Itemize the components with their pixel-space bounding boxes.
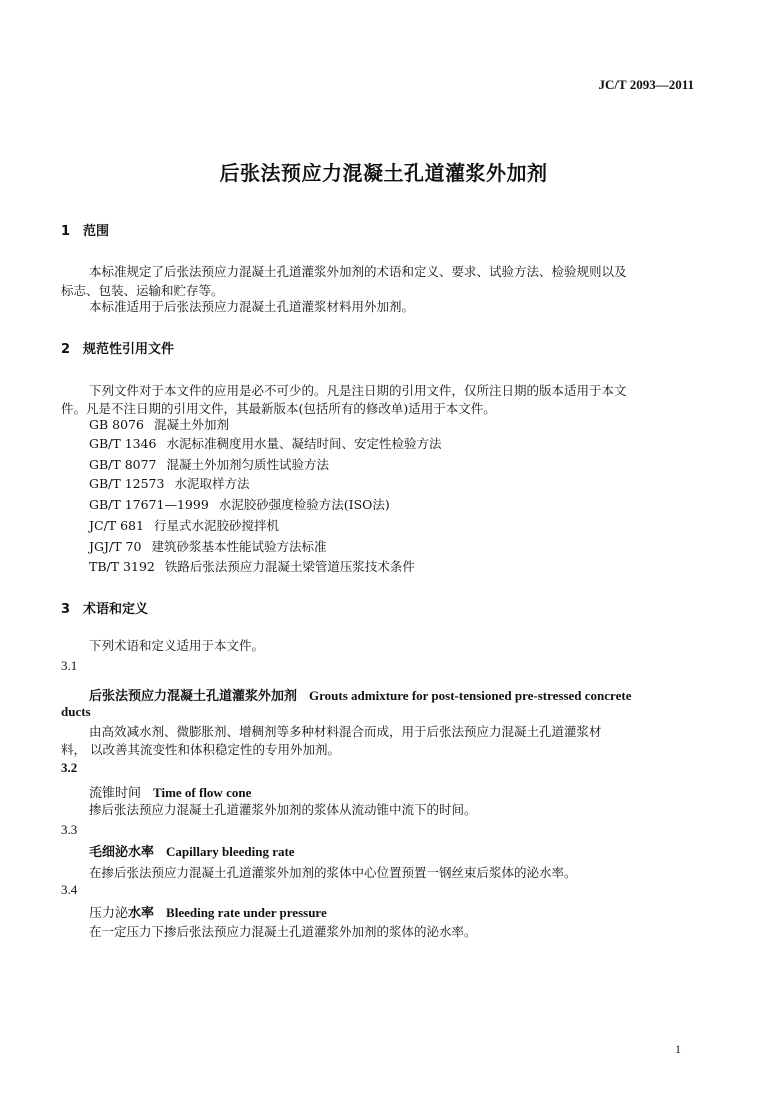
term-definition-line: 料， 以改善其流变性和体积稳定性的专用外加剂。 <box>61 742 340 757</box>
term-definition: 掺后张法预应力混凝土孔道灌浆外加剂的浆体从流动锥中流下的时间。 <box>89 802 477 817</box>
term-zh: 毛细泌水率 <box>89 845 155 860</box>
term-en: Bleeding rate under pressure <box>166 905 327 920</box>
reference-title: 行星式水泥胶砂搅拌机 <box>153 518 279 533</box>
references-intro-line: 件。凡是不注日期的引用文件，其最新版本(包括所有的修改单)适用于本文件。 <box>61 401 496 416</box>
clause-number: 3.4 <box>61 882 78 897</box>
term-heading <box>89 782 251 801</box>
section-3-heading <box>61 598 148 617</box>
term-heading <box>89 902 327 921</box>
term-definition-line: 由高效减水剂、微膨胀剂、增稠剂等多种材料混合而成，用于后张法预应力混凝土孔道灌浆材 <box>89 724 602 739</box>
reference-code: TB/T 3192 <box>89 559 155 574</box>
reference-title: 水泥标准稠度用水量、凝结时间、安定性检验方法 <box>166 436 442 451</box>
reference-code: JGJ/T 70 <box>89 539 142 554</box>
term-zh: 流锥时间 <box>89 786 142 801</box>
clause-number: 3.2 <box>61 760 78 775</box>
term-en: Grouts admixture for post-tensioned pre-stressed concrete <box>309 688 632 703</box>
document-title: 后张法预应力混凝土孔道灌浆外加剂 <box>219 161 548 185</box>
section-title: 规范性引用文件 <box>83 342 175 357</box>
term-en-continuation: ducts <box>61 704 91 719</box>
scope-paragraph-line: 标志、包装、运输和贮存等。 <box>61 283 224 298</box>
term-zh: 后张法预应力混凝土孔道灌浆外加剂 <box>89 689 298 704</box>
section-number: 3 <box>61 602 71 617</box>
references-intro-line: 下列文件对于本文件的应用是必不可少的。凡是注日期的引用文件，仅所注日期的版本适用于本文 <box>89 383 627 398</box>
reference-code: JC/T 681 <box>89 518 144 533</box>
reference-title: 混凝土外加剂 <box>153 417 229 432</box>
reference-item <box>89 474 249 492</box>
reference-title: 水泥胶砂强度检验方法(ISO法) <box>218 497 390 512</box>
section-1-heading <box>61 220 109 239</box>
reference-item <box>89 557 415 575</box>
clause-number: 3.1 <box>61 658 78 673</box>
reference-title: 混凝土外加剂匀质性试验方法 <box>166 457 330 472</box>
section-2-heading <box>61 338 174 357</box>
reference-code: GB/T 1346 <box>89 436 157 451</box>
reference-code: GB/T 12573 <box>89 476 165 491</box>
scope-paragraph: 本标准适用于后张法预应力混凝土孔道灌浆材料用外加剂。 <box>89 299 415 314</box>
reference-item <box>89 434 442 452</box>
reference-title: 水泥取样方法 <box>174 476 250 491</box>
reference-code: GB 8076 <box>89 417 144 432</box>
reference-item <box>89 455 329 473</box>
reference-item <box>89 415 229 433</box>
reference-item <box>89 495 390 513</box>
section-number: 2 <box>61 342 71 357</box>
scope-paragraph-line: 本标准规定了后张法预应力混凝土孔道灌浆外加剂的术语和定义、要求、试验方法、检验规则以及 <box>89 264 627 279</box>
section-number: 1 <box>61 224 71 239</box>
term-en: Time of flow cone <box>153 785 252 800</box>
reference-item <box>89 537 326 555</box>
page-number: 1 <box>675 1042 681 1056</box>
reference-title: 铁路后张法预应力混凝土梁管道压浆技术条件 <box>164 559 415 574</box>
reference-code: GB/T 17671—1999 <box>89 497 209 512</box>
reference-code: GB/T 8077 <box>89 457 157 472</box>
term-zh-bold: 水率 <box>128 906 155 921</box>
term-en: Capillary bleeding rate <box>166 844 295 859</box>
reference-title: 建筑砂浆基本性能试验方法标准 <box>151 539 327 554</box>
section-title: 范围 <box>83 224 110 239</box>
term-zh-plain: 压力泌 <box>89 906 129 921</box>
reference-item <box>89 516 279 534</box>
terms-intro: 下列术语和定义适用于本文件。 <box>89 638 265 653</box>
clause-number: 3.3 <box>61 822 78 837</box>
term-definition: 在一定压力下掺后张法预应力混凝土孔道灌浆外加剂的浆体的泌水率。 <box>89 924 477 939</box>
term-heading <box>89 841 295 860</box>
term-heading <box>89 685 631 704</box>
standard-code: JC/T 2093—2011 <box>598 77 694 92</box>
term-definition: 在掺后张法预应力混凝土孔道灌浆外加剂的浆体中心位置预置一钢丝束后浆体的泌水率。 <box>89 865 577 880</box>
section-title: 术语和定义 <box>83 602 149 617</box>
